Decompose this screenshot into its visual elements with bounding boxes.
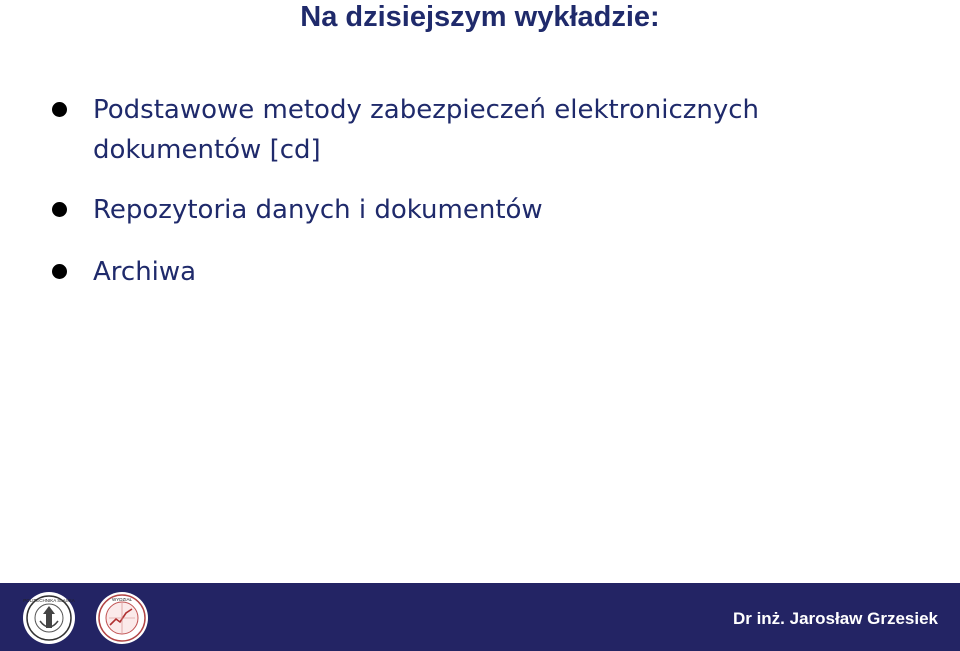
bullet-item: [93, 90, 759, 170]
author-name: Dr inż. Jarosław Grzesiek: [732, 609, 938, 628]
bullet-dot-icon: [52, 202, 67, 217]
slide-title: Na dzisiejszym wykładzie:: [300, 1, 660, 33]
logo-left-text: POLITECHNIKA ŚLĄSKA: [23, 598, 75, 603]
footer-bar: [0, 583, 960, 651]
faculty-seal-icon: [95, 591, 149, 645]
bullet-text: Archiwa: [93, 257, 197, 287]
bullet-item: [93, 190, 543, 230]
logo-right-text: WYDZIAŁ: [111, 597, 133, 602]
bullet-dot-icon: [52, 264, 67, 279]
bullet-text-line2: dokumentów [cd]: [93, 135, 321, 165]
bullet-text: Repozytoria danych i dokumentów: [93, 195, 543, 225]
bullet-text-line1: Podstawowe metody zabezpieczeń elektronicznych: [93, 95, 760, 125]
bullet-dot-icon: [52, 102, 67, 117]
bullet-item: [93, 252, 196, 292]
politechnika-seal-icon: [22, 591, 76, 645]
